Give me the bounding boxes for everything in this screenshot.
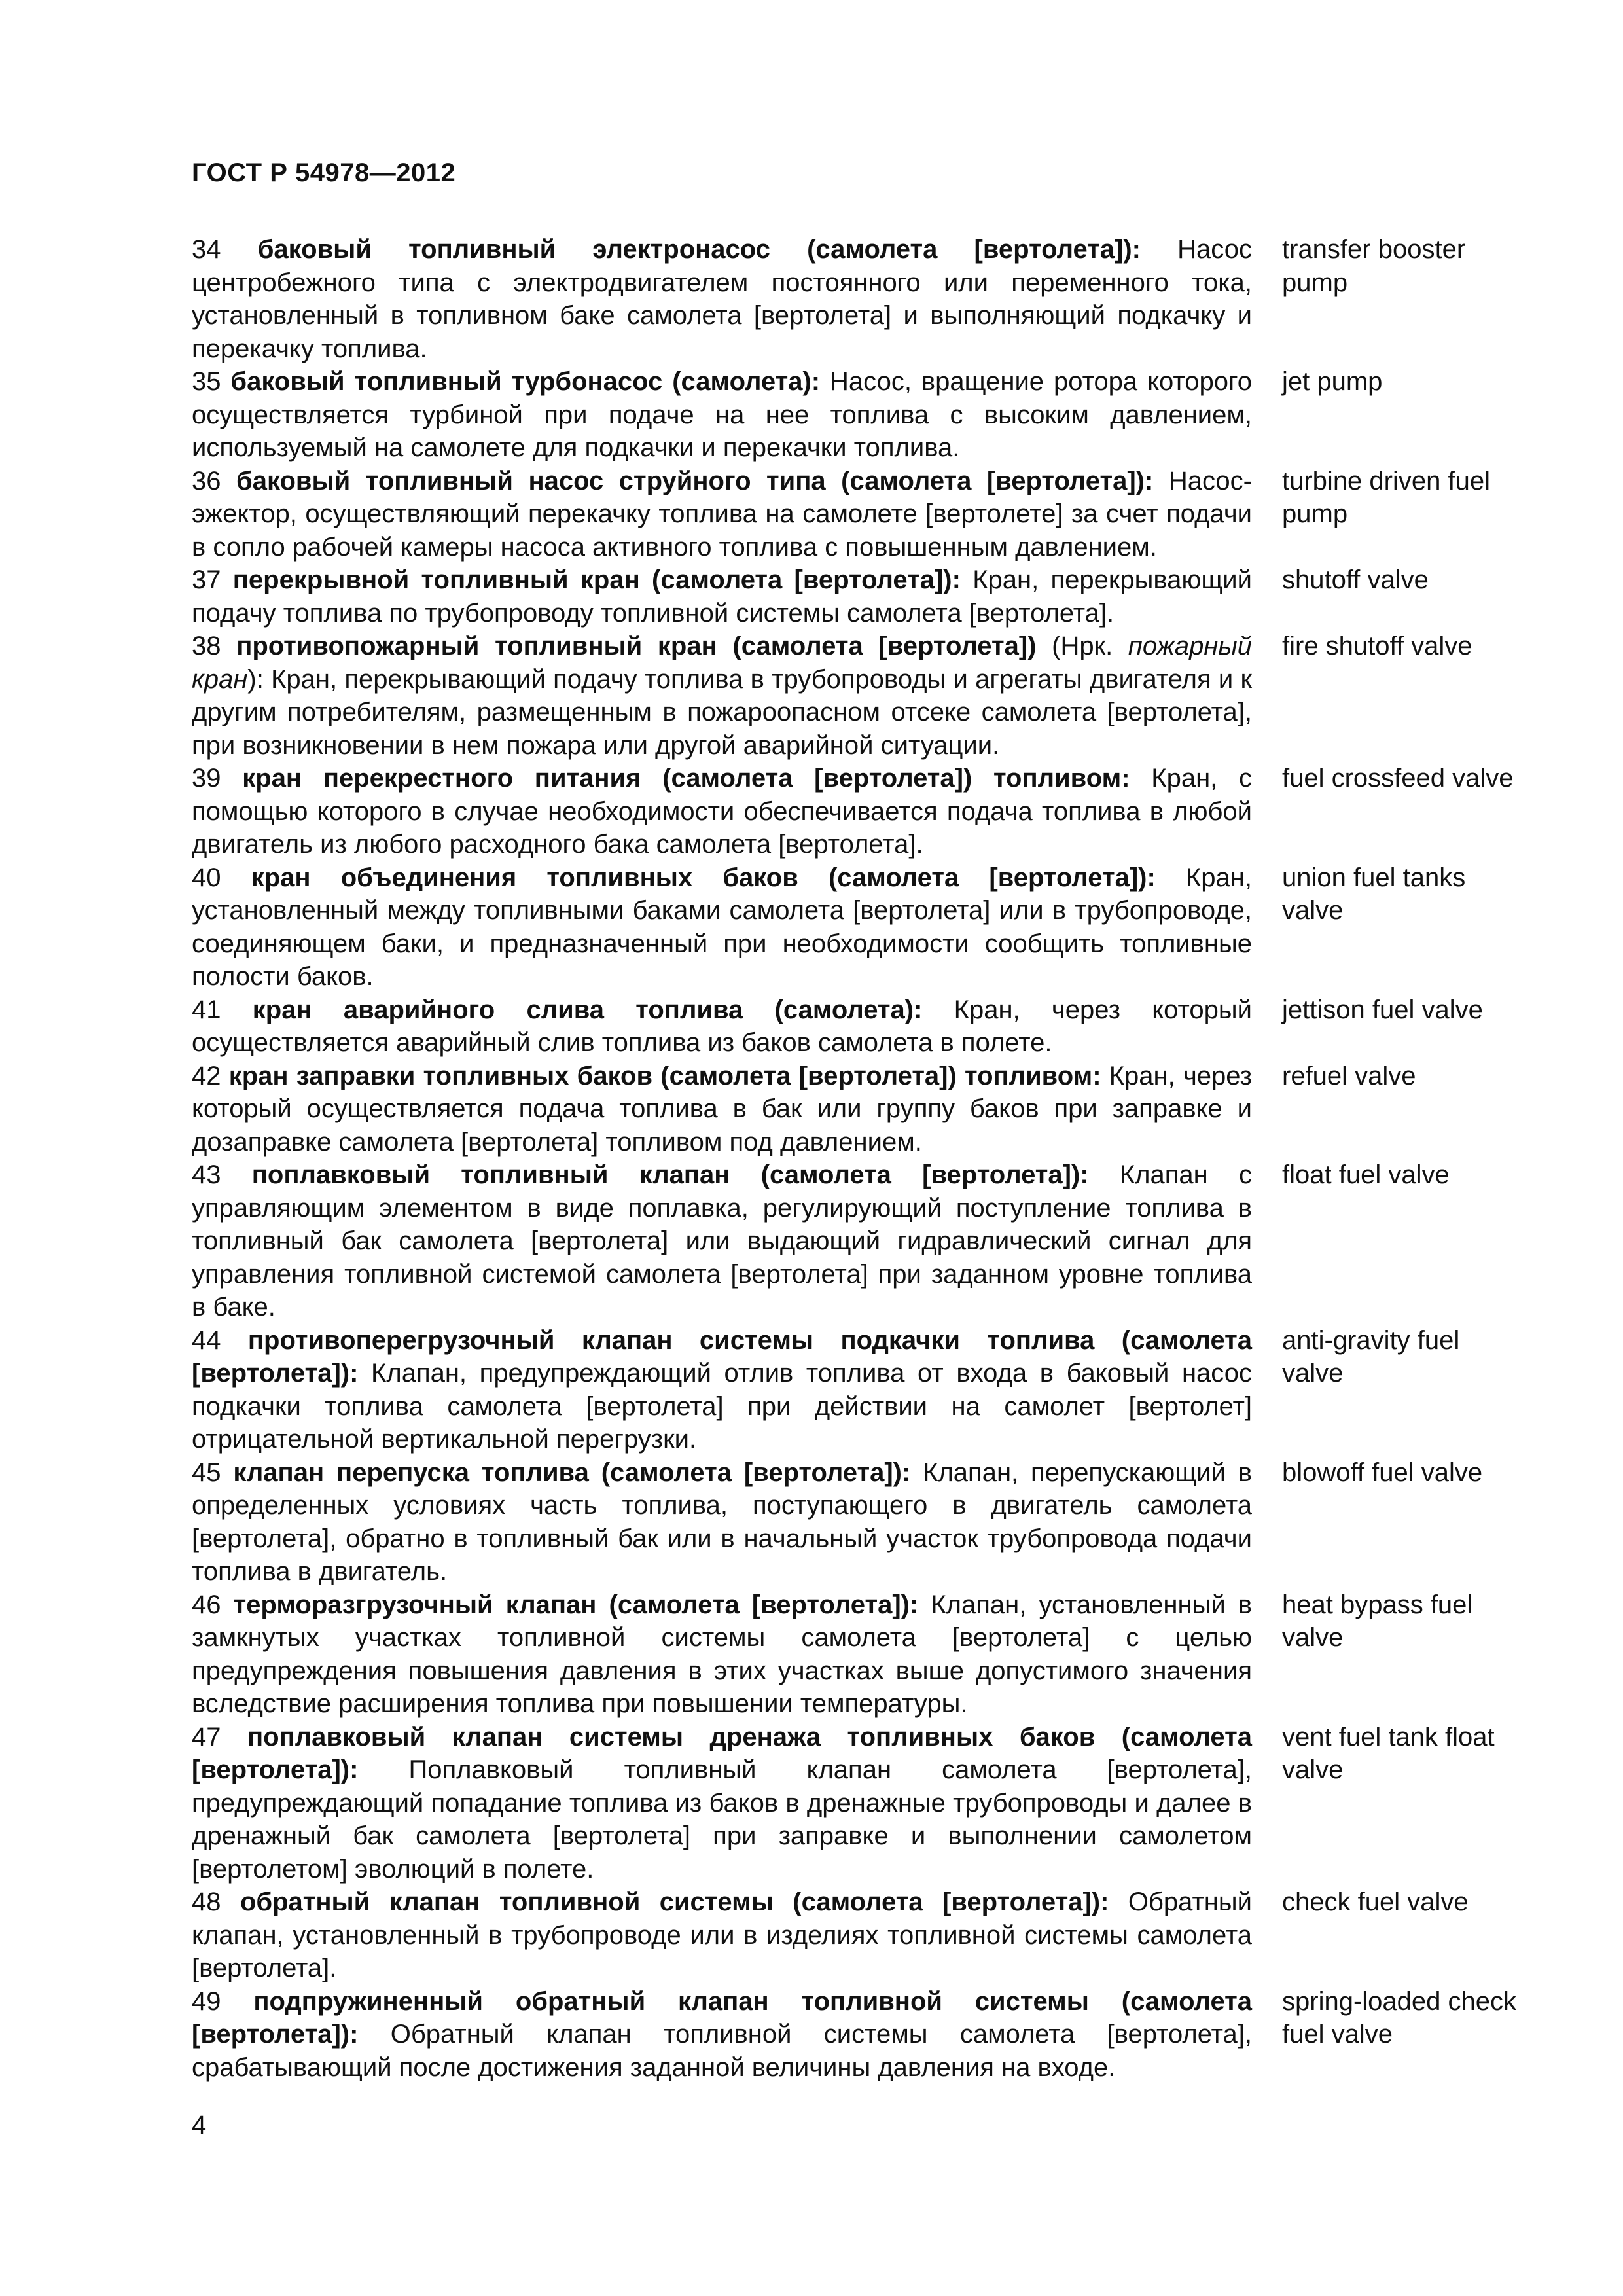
term-entry (192, 1158, 1527, 1324)
term-entry (192, 1060, 1527, 1159)
term-english-equivalent: float fuel valve (1282, 1160, 1450, 1189)
term-title: поплавковый топливный клапан (самолета [вертолета]): (251, 1160, 1089, 1189)
term-title: кран объединения топливных баков (самолета [вертолета]): (251, 863, 1156, 892)
term-entry (192, 1985, 1527, 2085)
term-number: 46 (192, 1590, 221, 1619)
term-definition-block (192, 1721, 1252, 1886)
term-english-equivalent: heat bypass fuel valve (1282, 1590, 1473, 1652)
page-header: ГОСТ Р 54978—2012 (192, 158, 456, 187)
term-number: 44 (192, 1325, 221, 1355)
term-english-equivalent: jettison fuel valve (1282, 995, 1483, 1024)
term-number: 38 (192, 632, 221, 660)
term-list (192, 233, 1527, 2084)
term-entry (192, 1456, 1527, 1588)
term-number: 37 (192, 565, 221, 594)
term-definition: Кран, перекрывающий подачу топлива по трубопроводу топливной системы самолета [вертолета]. (192, 565, 1252, 628)
term-number: 42 (192, 1061, 221, 1090)
term-english-equivalent: check fuel valve (1282, 1888, 1469, 1916)
term-title: противопожарный топливный кран (самолета [вертолета]) (236, 632, 1037, 660)
term-english-equivalent: fire shutoff valve (1282, 632, 1472, 660)
term-title: терморазгрузочный клапан (самолета [вертолета]): (233, 1590, 919, 1619)
term-english-equivalent: refuel valve (1282, 1061, 1416, 1090)
term-note-deprecated: пожарный кран (192, 632, 1253, 694)
term-title: баковый топливный насос струйного типа (самолета [вертолета]): (236, 466, 1154, 495)
term-definition-block (192, 861, 1252, 994)
term-number: 45 (192, 1458, 221, 1487)
term-entry (192, 1324, 1527, 1456)
term-definition: Кран, с помощью которого в случае необходимости обеспечивается подача топлива в любой двигатель из любого расходного бака самолета [вертолета]. (192, 764, 1252, 859)
term-entry (192, 994, 1527, 1060)
term-definition: Клапан с управляющим элементом в виде поплавка, регулирующий поступление топлива в топливный бак самолета [вертолета] или выдающий гидравлический сигнал для управления топливной системой самолета [вертолета] при заданном уровне топлива в баке. (192, 1160, 1252, 1321)
term-definition: Клапан, установленный в замкнутых участках топливной системы самолета [вертолета] с целью предупреждения повышения давления в этих участках выше допустимого значения вследствие расширения топлива при повышении температуры. (192, 1590, 1252, 1718)
term-definition-block (192, 1324, 1252, 1456)
term-number: 48 (192, 1888, 221, 1916)
term-number: 36 (192, 466, 221, 495)
term-number: 49 (192, 1986, 221, 2016)
term-entry (192, 233, 1527, 365)
term-title: подпружиненный обратный клапан топливной системы (самолета [вертолета]): (192, 1986, 1252, 2049)
term-number: 47 (192, 1722, 221, 1751)
term-english-equivalent: fuel crossfeed valve (1282, 764, 1514, 793)
term-entry (192, 1721, 1527, 1886)
term-definition: Обратный клапан, установленный в трубопроводе или в изделиях топливной системы самолета [вертолета]. (192, 1888, 1252, 1982)
term-definition-block (192, 365, 1252, 465)
term-title: поплавковый клапан системы дренажа топливных баков (самолета [вертолета]): (192, 1722, 1252, 1784)
term-definition: Клапан, предупреждающий отлив топлива от входа в баковый насос подкачки топлива самолета [вертолета] при действии на самолет [вертолет] отрицательной вертикальной перегрузки. (192, 1359, 1252, 1454)
term-english-equivalent: jet pump (1282, 367, 1383, 396)
term-english-equivalent: turbine driven fuel pump (1282, 466, 1490, 528)
term-title: кран аварийного слива топлива (самолета): (252, 995, 923, 1024)
page-number: 4 (192, 2111, 207, 2140)
term-title: баковый топливный турбонасос (самолета): (230, 367, 821, 396)
term-definition-block (192, 994, 1252, 1060)
term-number: 40 (192, 863, 221, 892)
term-definition: Клапан, перепускающий в определенных условиях часть топлива, поступающего в двигатель самолета [вертолета], обратно в топливный бак или в начальный участок трубопровода подачи топлива в двигатель. (192, 1458, 1252, 1586)
term-title: кран перекрестного питания (самолета [вертолета]) топливом: (242, 764, 1130, 793)
term-definition-block (192, 1060, 1252, 1159)
term-title: клапан перепуска топлива (самолета [вертолета]): (233, 1458, 911, 1487)
term-entry (192, 1588, 1527, 1721)
term-title: обратный клапан топливной системы (самолета [вертолета]): (240, 1888, 1109, 1916)
term-definition: Насос-эжектор, осуществляющий перекачку топлива на самолете [вертолете] за счет подачи в сопло рабочей камеры насоса активного топлива с повышенным давлением. (192, 466, 1252, 562)
term-entry (192, 465, 1527, 564)
term-title: кран заправки топливных баков (самолета [вертолета]) топливом: (228, 1061, 1101, 1090)
term-english-equivalent: anti-gravity fuel valve (1282, 1325, 1460, 1388)
term-definition: Кран, установленный между топливными баками самолета [вертолета] или в трубопроводе, соединяющем баки, и предназначенный при необходимости сообщить топливные полости баков. (192, 863, 1252, 991)
term-note-suffix: ): (247, 664, 264, 694)
term-definition: Кран, перекрывающий подачу топлива в трубопроводы и агрегаты двигателя и к другим потребителям, размещенным в пожароопасном отсеке самолета [вертолета], при возникновении в нем пожара или другой аварийной ситуации. (192, 664, 1252, 760)
term-number: 43 (192, 1160, 221, 1189)
term-number: 41 (192, 995, 221, 1024)
term-definition: Насос центробежного типа с электродвигателем постоянного или переменного тока, установленный в топливном баке самолета [вертолета] и выполняющий подкачку и перекачку топлива. (192, 235, 1252, 363)
term-definition-block (192, 233, 1252, 365)
term-definition-block (192, 762, 1252, 861)
term-title: баковый топливный электронасос (самолета [вертолета]): (257, 235, 1141, 264)
term-entry (192, 762, 1527, 861)
term-definition-block (192, 1456, 1252, 1588)
term-definition: Обратный клапан топливной системы самолета [вертолета], срабатывающий после достижения заданной величины давления на входе. (192, 2020, 1252, 2082)
term-definition-block (192, 1886, 1252, 1985)
term-entry (192, 630, 1527, 762)
term-english-equivalent: union fuel tanks valve (1282, 863, 1466, 925)
term-note-prefix: (Нрк. (1036, 632, 1128, 660)
term-number: 39 (192, 764, 221, 793)
term-definition-block (192, 465, 1252, 564)
term-title: перекрывной топливный кран (самолета [вертолета]): (232, 565, 961, 594)
term-definition-block (192, 630, 1252, 762)
term-english-equivalent: blowoff fuel valve (1282, 1458, 1483, 1487)
term-english-equivalent: transfer booster pump (1282, 235, 1466, 297)
term-definition-block (192, 564, 1252, 630)
term-number: 34 (192, 235, 221, 264)
term-entry (192, 861, 1527, 994)
term-english-equivalent: vent fuel tank float valve (1282, 1722, 1495, 1784)
term-definition-block (192, 1985, 1252, 2085)
term-english-equivalent: spring-loaded check fuel valve (1282, 1986, 1516, 2049)
term-definition: Насос, вращение ротора которого осуществляется турбиной при подаче на нее топлива с высоким давлением, используемый на самолете для подкачки и перекачки топлива. (192, 367, 1252, 462)
term-definition: Кран, через который осуществляется подача топлива в бак или группу баков при заправке и дозаправке самолета [вертолета] топливом под давлением. (192, 1061, 1252, 1157)
term-definition-block (192, 1588, 1252, 1721)
term-definition: Кран, через который осуществляется аварийный слив топлива из баков самолета в полете. (192, 995, 1252, 1057)
term-english-equivalent: shutoff valve (1282, 565, 1429, 594)
term-entry (192, 564, 1527, 630)
term-definition: Поплавковый топливный клапан самолета [вертолета], предупреждающий попадание топлива из баков в дренажные трубопроводы и далее в дренажный бак самолета [вертолета] при заправке и выполнении самолетом [вертолетом] эволюций в полете. (192, 1755, 1252, 1884)
term-entry (192, 365, 1527, 465)
term-definition-block (192, 1158, 1252, 1324)
term-title: противоперегрузочный клапан системы подкачки топлива (самолета [вертолета]): (192, 1325, 1252, 1388)
term-number: 35 (192, 367, 221, 396)
term-entry (192, 1886, 1527, 1985)
